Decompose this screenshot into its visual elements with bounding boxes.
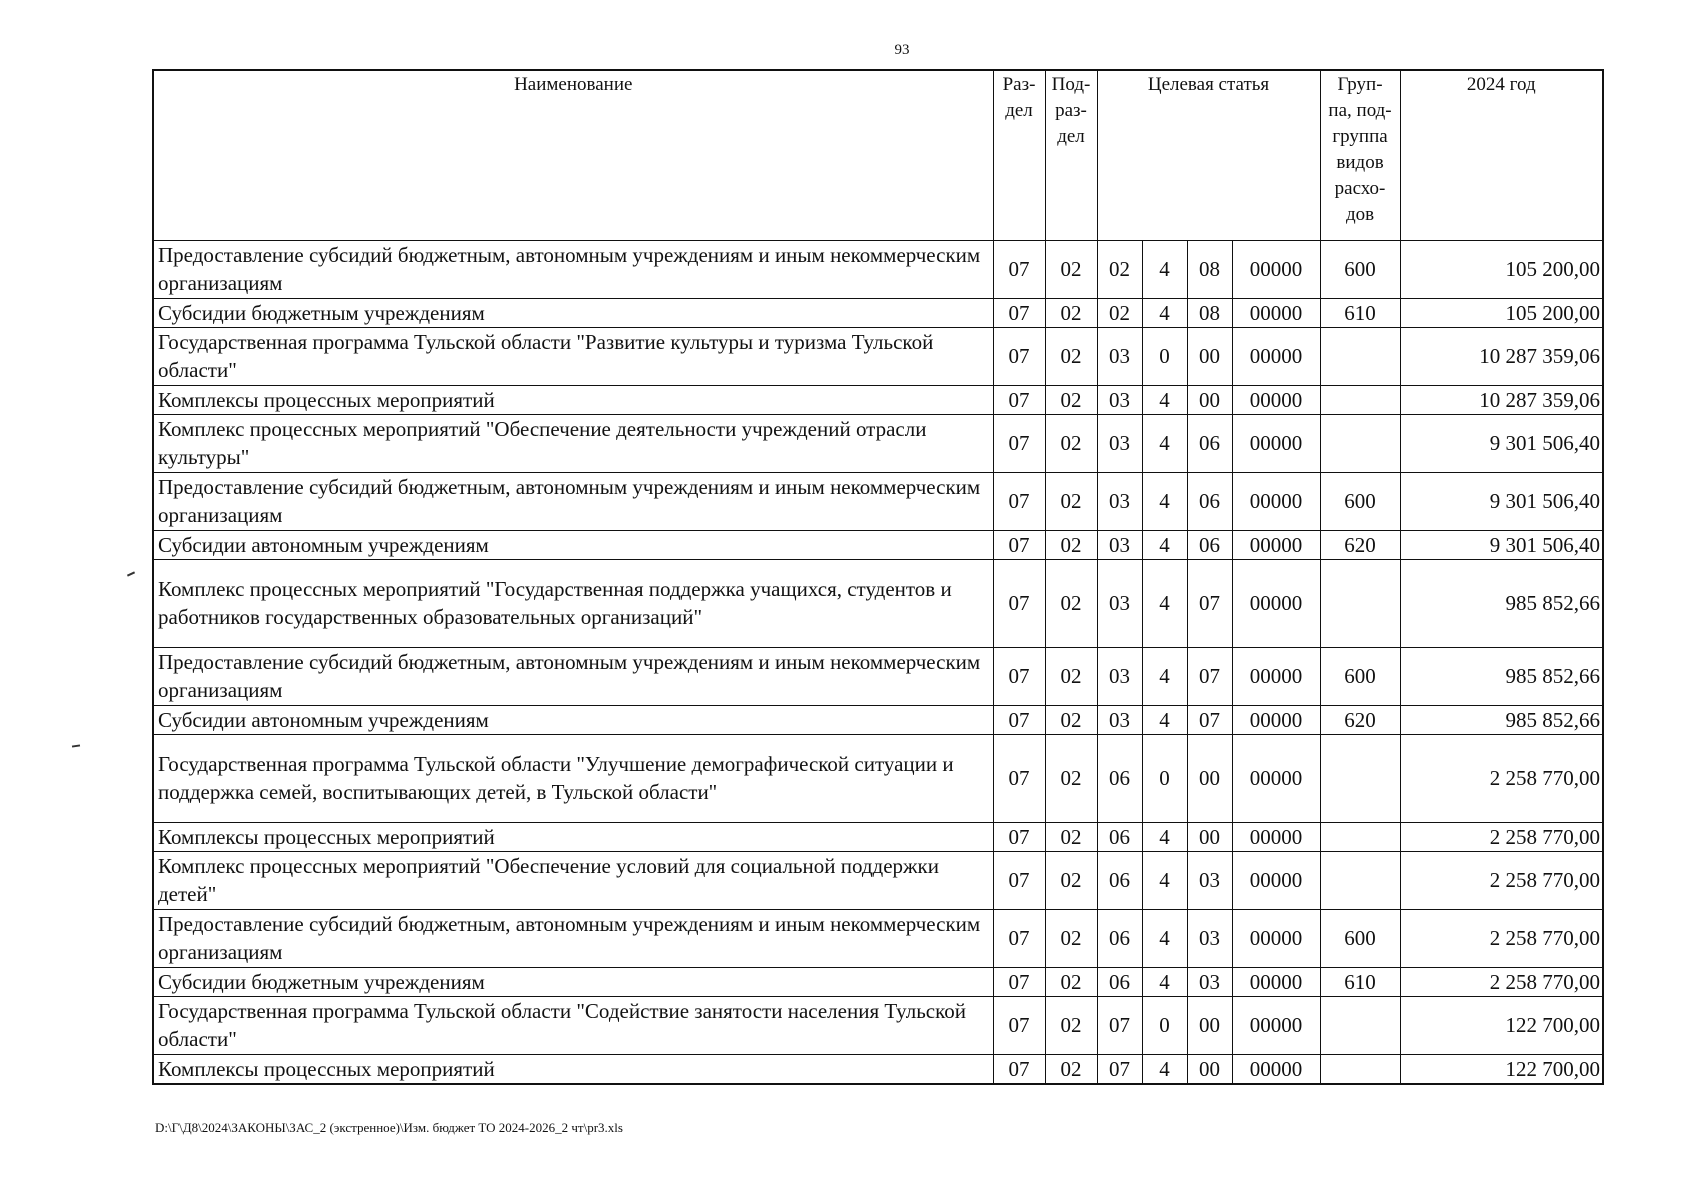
row-target-4: 00000: [1232, 327, 1320, 385]
row-amount: 2 258 770,00: [1400, 851, 1603, 909]
row-amount: 985 852,66: [1400, 647, 1603, 705]
row-target-3: 06: [1187, 414, 1232, 472]
row-subsection: 02: [1045, 822, 1097, 851]
table-row: [153, 298, 1603, 327]
row-expense-group: [1320, 385, 1400, 414]
row-name: Субсидии бюджетным учреждениям: [153, 967, 993, 996]
table-row: [153, 559, 1603, 647]
table-row: [153, 909, 1603, 967]
row-name: Субсидии автономным учреждениям: [153, 530, 993, 559]
row-target-1: 03: [1097, 705, 1142, 734]
row-section: 07: [993, 414, 1045, 472]
row-section: 07: [993, 967, 1045, 996]
row-subsection: 02: [1045, 472, 1097, 530]
header-name: Наименование: [153, 70, 993, 240]
table-row: [153, 996, 1603, 1054]
row-section: 07: [993, 240, 1045, 298]
row-amount: 10 287 359,06: [1400, 385, 1603, 414]
row-expense-group: [1320, 327, 1400, 385]
row-target-3: 00: [1187, 385, 1232, 414]
page-number: 93: [894, 42, 910, 58]
row-subsection: 02: [1045, 647, 1097, 705]
row-expense-group: [1320, 1054, 1400, 1084]
row-subsection: 02: [1045, 240, 1097, 298]
row-subsection: 02: [1045, 385, 1097, 414]
row-expense-group: 620: [1320, 705, 1400, 734]
row-amount: 9 301 506,40: [1400, 472, 1603, 530]
row-target-2: 4: [1142, 851, 1187, 909]
row-name: Комплекс процессных мероприятий "Государственная поддержка учащихся, студентов и работников государственных образовательных организаций": [153, 559, 993, 647]
row-target-4: 00000: [1232, 240, 1320, 298]
header-expense-group: Груп- па, под- группа видов расхо- дов: [1320, 70, 1400, 240]
header-row: [153, 70, 1603, 240]
row-target-3: 06: [1187, 530, 1232, 559]
row-target-1: 06: [1097, 822, 1142, 851]
row-expense-group: [1320, 734, 1400, 822]
row-amount: 10 287 359,06: [1400, 327, 1603, 385]
row-subsection: 02: [1045, 559, 1097, 647]
row-amount: 122 700,00: [1400, 996, 1603, 1054]
row-section: 07: [993, 327, 1045, 385]
row-expense-group: 620: [1320, 530, 1400, 559]
row-target-3: 00: [1187, 822, 1232, 851]
scan-mark: [72, 744, 80, 747]
table-row: [153, 734, 1603, 822]
row-expense-group: [1320, 851, 1400, 909]
row-section: 07: [993, 559, 1045, 647]
row-target-4: 00000: [1232, 414, 1320, 472]
row-section: 07: [993, 472, 1045, 530]
row-target-4: 00000: [1232, 909, 1320, 967]
row-target-4: 00000: [1232, 298, 1320, 327]
row-target-1: 06: [1097, 734, 1142, 822]
row-target-1: 06: [1097, 851, 1142, 909]
row-amount: 122 700,00: [1400, 1054, 1603, 1084]
row-target-1: 06: [1097, 909, 1142, 967]
row-target-4: 00000: [1232, 559, 1320, 647]
row-name: Предоставление субсидий бюджетным, автономным учреждениям и иным некоммерческим организациям: [153, 472, 993, 530]
row-expense-group: [1320, 822, 1400, 851]
row-subsection: 02: [1045, 298, 1097, 327]
header-year: 2024 год: [1400, 70, 1603, 240]
row-target-3: 00: [1187, 996, 1232, 1054]
row-section: 07: [993, 909, 1045, 967]
table-body: [153, 240, 1603, 1084]
row-target-4: 00000: [1232, 472, 1320, 530]
row-expense-group: [1320, 414, 1400, 472]
row-name: Субсидии бюджетным учреждениям: [153, 298, 993, 327]
row-amount: 985 852,66: [1400, 705, 1603, 734]
row-expense-group: 600: [1320, 909, 1400, 967]
row-subsection: 02: [1045, 851, 1097, 909]
row-amount: 105 200,00: [1400, 298, 1603, 327]
row-section: 07: [993, 530, 1045, 559]
row-target-1: 02: [1097, 298, 1142, 327]
row-section: 07: [993, 851, 1045, 909]
row-target-2: 4: [1142, 967, 1187, 996]
row-name: Государственная программа Тульской области "Развитие культуры и туризма Тульской области": [153, 327, 993, 385]
row-section: 07: [993, 822, 1045, 851]
table-row: [153, 240, 1603, 298]
budget-table: [152, 69, 1604, 1085]
row-amount: 2 258 770,00: [1400, 822, 1603, 851]
row-section: 07: [993, 385, 1045, 414]
header-subsection: Под- раз- дел: [1045, 70, 1097, 240]
row-name: Субсидии автономным учреждениям: [153, 705, 993, 734]
row-target-4: 00000: [1232, 851, 1320, 909]
row-subsection: 02: [1045, 705, 1097, 734]
row-section: 07: [993, 647, 1045, 705]
row-target-1: 02: [1097, 240, 1142, 298]
row-amount: 2 258 770,00: [1400, 909, 1603, 967]
row-subsection: 02: [1045, 414, 1097, 472]
row-target-2: 4: [1142, 705, 1187, 734]
row-name: Предоставление субсидий бюджетным, автономным учреждениям и иным некоммерческим организациям: [153, 240, 993, 298]
row-target-1: 03: [1097, 414, 1142, 472]
row-amount: 9 301 506,40: [1400, 414, 1603, 472]
file-path-footer: D:\Г\Д8\2024\ЗАКОНЫ\ЗАС_2 (экстренное)\Изм. бюджет ТО 2024-2026_2 чт\pr3.xls: [155, 1120, 623, 1135]
row-expense-group: 600: [1320, 240, 1400, 298]
row-name: Комплексы процессных мероприятий: [153, 822, 993, 851]
row-target-3: 06: [1187, 472, 1232, 530]
table-row: [153, 1054, 1603, 1084]
row-amount: 985 852,66: [1400, 559, 1603, 647]
row-target-3: 07: [1187, 705, 1232, 734]
row-target-4: 00000: [1232, 996, 1320, 1054]
row-target-2: 4: [1142, 414, 1187, 472]
row-target-4: 00000: [1232, 705, 1320, 734]
row-subsection: 02: [1045, 734, 1097, 822]
row-target-1: 03: [1097, 385, 1142, 414]
row-amount: 105 200,00: [1400, 240, 1603, 298]
table-row: [153, 705, 1603, 734]
table-row: [153, 472, 1603, 530]
row-expense-group: 610: [1320, 298, 1400, 327]
row-subsection: 02: [1045, 967, 1097, 996]
row-subsection: 02: [1045, 530, 1097, 559]
row-section: 07: [993, 1054, 1045, 1084]
row-expense-group: 610: [1320, 967, 1400, 996]
row-target-1: 07: [1097, 996, 1142, 1054]
table-row: [153, 851, 1603, 909]
row-section: 07: [993, 298, 1045, 327]
row-target-1: 07: [1097, 1054, 1142, 1084]
row-target-1: 03: [1097, 559, 1142, 647]
row-target-2: 0: [1142, 996, 1187, 1054]
row-target-3: 03: [1187, 967, 1232, 996]
row-target-2: 4: [1142, 530, 1187, 559]
row-target-2: 0: [1142, 734, 1187, 822]
row-target-2: 4: [1142, 240, 1187, 298]
row-name: Предоставление субсидий бюджетным, автономным учреждениям и иным некоммерческим организациям: [153, 647, 993, 705]
row-target-1: 03: [1097, 472, 1142, 530]
row-expense-group: 600: [1320, 472, 1400, 530]
table-row: [153, 385, 1603, 414]
row-target-2: 4: [1142, 909, 1187, 967]
row-target-1: 03: [1097, 530, 1142, 559]
row-name: Комплексы процессных мероприятий: [153, 385, 993, 414]
table-row: [153, 967, 1603, 996]
row-expense-group: [1320, 559, 1400, 647]
row-target-2: 4: [1142, 647, 1187, 705]
row-target-3: 00: [1187, 734, 1232, 822]
row-target-3: 08: [1187, 240, 1232, 298]
header-target-article: Целевая статья: [1097, 70, 1320, 240]
row-target-2: 4: [1142, 1054, 1187, 1084]
row-target-4: 00000: [1232, 647, 1320, 705]
row-target-1: 06: [1097, 967, 1142, 996]
row-name: Государственная программа Тульской области "Содействие занятости населения Тульской области": [153, 996, 993, 1054]
row-target-2: 4: [1142, 298, 1187, 327]
row-expense-group: [1320, 996, 1400, 1054]
table-row: [153, 414, 1603, 472]
row-name: Комплекс процессных мероприятий "Обеспечение деятельности учреждений отрасли культуры": [153, 414, 993, 472]
header-section: Раз- дел: [993, 70, 1045, 240]
row-name: Предоставление субсидий бюджетным, автономным учреждениям и иным некоммерческим организациям: [153, 909, 993, 967]
row-subsection: 02: [1045, 327, 1097, 385]
row-name: Государственная программа Тульской области "Улучшение демографической ситуации и поддержка семей, воспитывающих детей, в Тульской области": [153, 734, 993, 822]
row-target-3: 00: [1187, 1054, 1232, 1084]
row-section: 07: [993, 734, 1045, 822]
row-name: Комплексы процессных мероприятий: [153, 1054, 993, 1084]
row-target-3: 00: [1187, 327, 1232, 385]
row-target-3: 08: [1187, 298, 1232, 327]
row-target-2: 4: [1142, 559, 1187, 647]
row-expense-group: 600: [1320, 647, 1400, 705]
row-subsection: 02: [1045, 996, 1097, 1054]
row-target-4: 00000: [1232, 1054, 1320, 1084]
row-target-4: 00000: [1232, 530, 1320, 559]
row-amount: 9 301 506,40: [1400, 530, 1603, 559]
row-target-3: 03: [1187, 851, 1232, 909]
row-target-2: 4: [1142, 472, 1187, 530]
row-target-1: 03: [1097, 647, 1142, 705]
row-target-1: 03: [1097, 327, 1142, 385]
table-row: [153, 530, 1603, 559]
row-amount: 2 258 770,00: [1400, 967, 1603, 996]
row-target-2: 4: [1142, 385, 1187, 414]
table-row: [153, 647, 1603, 705]
table-row: [153, 822, 1603, 851]
table-row: [153, 327, 1603, 385]
row-target-4: 00000: [1232, 822, 1320, 851]
row-name: Комплекс процессных мероприятий "Обеспечение условий для социальной поддержки детей": [153, 851, 993, 909]
row-target-4: 00000: [1232, 967, 1320, 996]
row-target-3: 07: [1187, 559, 1232, 647]
row-target-3: 07: [1187, 647, 1232, 705]
row-section: 07: [993, 996, 1045, 1054]
row-target-2: 0: [1142, 327, 1187, 385]
row-subsection: 02: [1045, 909, 1097, 967]
row-subsection: 02: [1045, 1054, 1097, 1084]
row-section: 07: [993, 705, 1045, 734]
row-target-2: 4: [1142, 822, 1187, 851]
row-amount: 2 258 770,00: [1400, 734, 1603, 822]
row-target-3: 03: [1187, 909, 1232, 967]
row-target-4: 00000: [1232, 734, 1320, 822]
scan-mark: [127, 571, 135, 576]
row-target-4: 00000: [1232, 385, 1320, 414]
